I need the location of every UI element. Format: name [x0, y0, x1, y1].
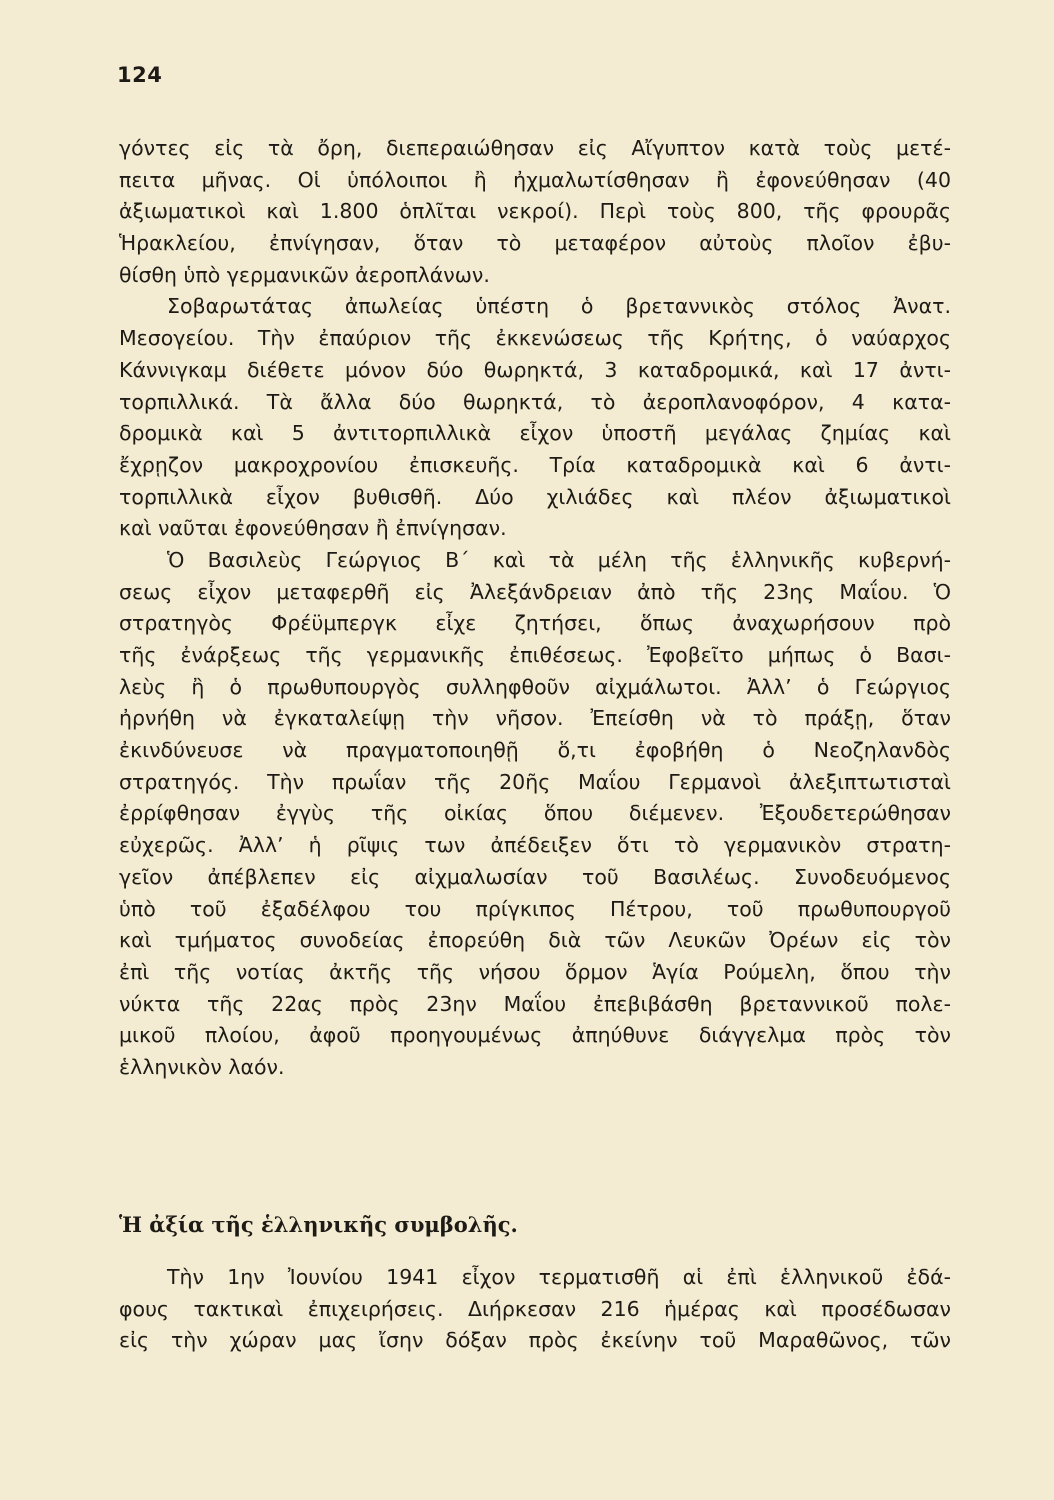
text-line: γόντες εἰς τὰ ὄρη, διεπεραιώθησαν εἰς Αἴγυπτον κατὰ τοὺς μετέ-: [119, 136, 951, 160]
text-line: φους τακτικαὶ ἐπιχειρήσεις. Διήρκεσαν 216 ἡμέρας καὶ προσέδωσαν: [119, 1296, 951, 1321]
text-line: καὶ τμήματος συνοδείας ἐπορεύθη διὰ τῶν Λευκῶν Ὀρέων εἰς τὸν: [119, 928, 951, 953]
text-line: ὑπὸ τοῦ ἐξαδέλφου του πρίγκιπος Πέτρου, τοῦ πρωθυπουργοῦ: [119, 896, 951, 921]
text-line: τορπιλλικὰ εἶχον βυθισθῆ. Δύο χιλιάδες καὶ πλέον ἀξιωματικοὶ: [119, 484, 951, 509]
text-line: ἐπὶ τῆς νοτίας ἀκτῆς τῆς νήσου ὅρμον Ἁγία Ρούμελη, ὅπου τὴν: [119, 959, 951, 984]
text-line: στρατηγός. Τὴν πρωΐαν τῆς 20ῆς Μαΐου Γερμανοὶ ἀλεξιπτωτισταὶ: [119, 769, 951, 794]
text-line: Τὴν 1ην Ἰουνίου 1941 εἶχον τερματισθῆ αἱ ἐπὶ ἑλληνικοῦ ἐδά-: [167, 1265, 951, 1289]
text-line: Κάννιγκαμ διέθετε μόνον δύο θωρηκτά, 3 καταδρομικά, καὶ 17 ἀντι-: [119, 357, 951, 382]
text-line: καὶ ναῦται ἐφονεύθησαν ἢ ἐπνίγησαν.: [119, 516, 507, 541]
text-line: θίσθη ὑπὸ γερμανικῶν ἀεροπλάνων.: [119, 262, 490, 287]
text-line: σεως εἶχον μεταφερθῆ εἰς Ἀλεξάνδρειαν ἀπὸ τῆς 23ης Μαΐου. Ὁ: [119, 579, 951, 604]
text-line: δρομικὰ καὶ 5 ἀντιτορπιλλικὰ εἶχον ὑποστῆ μεγάλας ζημίας καὶ: [119, 421, 951, 446]
text-line: Μεσογείου. Τὴν ἐπαύριον τῆς ἐκκενώσεως τῆς Κρήτης, ὁ ναύαρχος: [119, 326, 951, 351]
text-line: Ὁ Βασιλεὺς Γεώργιος Β´ καὶ τὰ μέλη τῆς ἑλληνικῆς κυβερνή-: [167, 547, 951, 572]
text-line: πειτα μῆνας. Οἱ ὑπόλοιποι ἢ ἠχμαλωτίσθησαν ἢ ἐφονεύθησαν (40: [119, 167, 951, 192]
body-text: [119, 133, 951, 1084]
text-line: γεῖον ἀπέβλεπεν εἰς αἰχμαλωσίαν τοῦ Βασιλέως. Συνοδευόμενος: [119, 864, 951, 889]
text-line: ἀξιωματικοὶ καὶ 1.800 ὁπλῖται νεκροί). Περὶ τοὺς 800, τῆς φρουρᾶς: [119, 199, 951, 224]
text-line: Σοβαρωτάτας ἀπωλείας ὑπέστη ὁ βρεταννικὸς στόλος Ἀνατ.: [167, 294, 951, 319]
text-line: ἠρνήθη νὰ ἐγκαταλείψῃ τὴν νῆσον. Ἐπείσθη νὰ τὸ πράξῃ, ὅταν: [119, 706, 951, 731]
text-line: Ἡρακλείου, ἐπνίγησαν, ὅταν τὸ μεταφέρον αὐτοὺς πλοῖον ἐβυ-: [119, 231, 951, 256]
section-heading: Ἡ ἀξία τῆς ἑλληνικῆς συμβολῆς.: [119, 1212, 518, 1237]
text-line: νύκτα τῆς 22ας πρὸς 23ην Μαΐου ἐπεβιβάσθη βρεταννικοῦ πολε-: [119, 991, 951, 1016]
text-line: εὐχερῶς. Ἀλλ’ ἡ ρῖψις των ἀπέδειξεν ὅτι τὸ γερμανικὸν στρατη-: [119, 833, 951, 858]
text-line: ἐρρίφθησαν ἐγγὺς τῆς οἰκίας ὅπου διέμενεν. Ἐξουδετερώθησαν: [119, 801, 951, 826]
text-line: ἑλληνικὸν λαόν.: [119, 1054, 285, 1079]
body-text-continued: [119, 1262, 951, 1357]
text-line: λεὺς ἢ ὁ πρωθυπουργὸς συλληφθοῦν αἰχμάλωτοι. Ἀλλ’ ὁ Γεώργιος: [119, 674, 951, 699]
text-line: τῆς ἐνάρξεως τῆς γερμανικῆς ἐπιθέσεως. Ἐφοβεῖτο μήπως ὁ Βασι-: [119, 643, 951, 667]
text-line: μικοῦ πλοίου, ἀφοῦ προηγουμένως ἀπηύθυνε διάγγελμα πρὸς τὸν: [119, 1023, 951, 1048]
text-line: ἔχρῃζον μακροχρονίου ἐπισκευῆς. Τρία καταδρομικὰ καὶ 6 ἀντι-: [119, 452, 951, 477]
text-line: τορπιλλικά. Τὰ ἄλλα δύο θωρηκτά, τὸ ἀεροπλανοφόρον, 4 κατα-: [119, 389, 951, 414]
page-number: 124: [117, 63, 163, 87]
text-line: ἐκινδύνευσε νὰ πραγματοποιηθῇ ὅ,τι ἐφοβήθη ὁ Νεοζηλανδὸς: [119, 738, 951, 763]
text-line: εἰς τὴν χώραν μας ἴσην δόξαν πρὸς ἐκείνην τοῦ Μαραθῶνος, τῶν: [119, 1328, 951, 1353]
text-line: στρατηγὸς Φρέϋμπεργκ εἶχε ζητήσει, ὅπως ἀναχωρήσουν πρὸ: [119, 611, 951, 636]
